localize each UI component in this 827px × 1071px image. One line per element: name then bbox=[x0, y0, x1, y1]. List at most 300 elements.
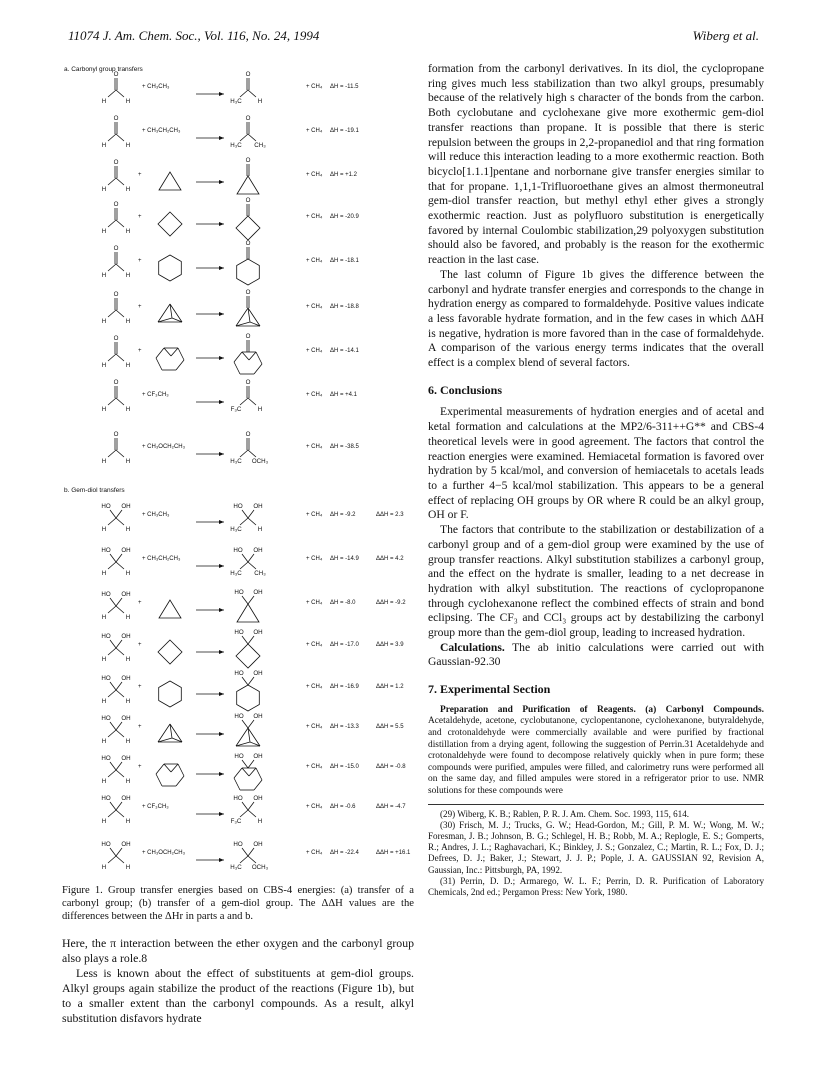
reactant-label: + bbox=[138, 642, 142, 648]
running-header-authors: Wiberg et al. bbox=[692, 28, 759, 43]
bond-line bbox=[116, 810, 124, 817]
arrow-head bbox=[219, 452, 224, 456]
arrow-head bbox=[219, 692, 224, 696]
substituent-label: CH₃ bbox=[254, 142, 266, 149]
arrow-head bbox=[219, 400, 224, 404]
bond-line bbox=[242, 554, 248, 562]
methane-product-label: + CH₄ bbox=[306, 764, 323, 770]
delta-delta-h-value: ΔΔH = 4.2 bbox=[376, 556, 404, 562]
cyclopropane-ring bbox=[159, 172, 181, 190]
delta-h-value: ΔH = -38.5 bbox=[330, 444, 359, 450]
arrow-head bbox=[219, 180, 224, 184]
bond-line bbox=[116, 90, 124, 97]
bond-line bbox=[108, 310, 116, 317]
norbornane-bridge bbox=[171, 348, 178, 356]
methane-product-label: + CH₄ bbox=[306, 804, 323, 810]
oxygen-label: O bbox=[113, 115, 119, 122]
bond-line bbox=[110, 598, 116, 606]
norbornane-bridge bbox=[164, 764, 171, 772]
hydroxyl-label: HO bbox=[234, 670, 244, 677]
hydroxyl-label: HO bbox=[101, 755, 111, 762]
bond-line bbox=[248, 848, 254, 856]
paragraph: formation from the carbonyl derivatives. In its diol, the cyclopropane ring gives much less stabilization than two alkyl groups, presumably because of the relatively high s character of the bonds from the carbon. Both cyclobutane and cyclohexane give more exothermic gem-diol transfer reactions than propane. It is possible that there is steric repulsion between the groups in 2,2-propanediol and that ring formation will reduce this interaction leading to a more exothermic reaction. Both bicyclo[1.1.1]pentane and norbornane give transfer energies similar to that for propane. 1,1,1-Trifluoroethane gives an almost thermoneutral gem-diol transfer reaction, but methyl ethyl ether gives a strongly exothermic reaction. Just as polyfluoro substitution is energetically favored by internal Coulombic stabilization,29 polyoxygen substitution should also be favored, and probably is the reason for the exothermic reaction in the last case. bbox=[428, 62, 764, 267]
bond-line bbox=[116, 690, 124, 697]
norbornane-bond bbox=[254, 364, 262, 374]
norbornane-bond bbox=[234, 778, 240, 790]
cyclohexane-ring bbox=[159, 255, 182, 281]
reactant-label: + bbox=[138, 724, 142, 730]
paragraph-text: The ab initio calculations were carried out with Gaussian-92.30 bbox=[428, 640, 764, 669]
reference: (30) Frisch, M. J.; Trucks, G. W.; Head-Gordon, M.; Gill, P. M. W.; Wong, M. W.; Foresman, J. B.; Johnson, B. G.; Schlegel, H. B.; Robb, M. A.; Replogle, E. S.; Gomperts, R.; Andres, J. L.; Raghavachari, K.; Binkley, J. S.; Gonzalez, C.; Martin, R. L.; Fox, D. J.; Defrees, D. J.; Baker, J.; Stewart, J. J. P.; Pople, J. A. GAUSSIAN 92, Revision A, Gaussian, Inc.: Pittsburgh, PA, 1992. bbox=[428, 819, 764, 875]
methane-product-label: + CH₄ bbox=[306, 172, 323, 178]
substituent-label: H bbox=[101, 406, 107, 413]
paragraph: Here, the π interaction between the ether oxygen and the carbonyl group also plays a role.8 bbox=[62, 936, 414, 965]
bond-line bbox=[116, 134, 124, 141]
experimental-text bbox=[428, 705, 764, 798]
bond-line bbox=[116, 648, 124, 655]
paragraph: The factors that contribute to the stabilization or destabilization of a carbonyl group and of a gem-diol group were examined by the use of group transfer reactions. Alkyl substitution stabilizes a carbonyl group, and the effect on the hydrate is smaller, leading to a net decrease in hydration with alkyl substitution. The reactions of cyclopropanone through cyclohexanone reflect the combined effects of strain and bond eclipsing. The CF₃ and CCl₃ groups act by destabilizing the carbonyl group more than the gem-diol group, leading to increased hydration. bbox=[428, 523, 764, 640]
hydroxyl-label: OH bbox=[121, 841, 131, 848]
substituent-label: H bbox=[125, 526, 131, 533]
bond-line bbox=[108, 690, 116, 697]
cyclopropane-ring bbox=[237, 176, 259, 194]
substituent-label: H bbox=[101, 458, 107, 465]
cyclobutane-ring bbox=[158, 640, 182, 664]
cyclobutane-ring bbox=[236, 216, 260, 240]
substituent-label: H bbox=[125, 318, 131, 325]
reference: (29) Wiberg, K. B.; Rablen, P. R. J. Am. Chem. Soc. 1993, 115, 614. bbox=[440, 808, 690, 819]
oxygen-label: O bbox=[245, 431, 251, 438]
cyclopropane-ring bbox=[237, 604, 259, 622]
delta-h-value: ΔH = -20.9 bbox=[330, 214, 359, 220]
hydroxyl-label: OH bbox=[121, 547, 131, 554]
bond-line bbox=[108, 518, 116, 525]
bond-line bbox=[116, 220, 124, 227]
norbornane-bond bbox=[256, 768, 262, 780]
hydroxyl-label: HO bbox=[101, 675, 111, 682]
bond-line bbox=[110, 510, 116, 518]
delta-h-value: ΔH = -17.0 bbox=[330, 642, 359, 648]
delta-delta-h-value: ΔΔH = -4.7 bbox=[376, 804, 406, 810]
norbornane-bond bbox=[156, 764, 164, 774]
paragraph: Less is known about the effect of substituents at gem-diol groups. Alkyl groups again stabilize the product of the reactions (Figure 1b), but to a smaller extent than the carbonyl compounds. As a result, alkyl substitution disfavors hydrate bbox=[62, 966, 414, 1025]
substituent-label: H bbox=[125, 614, 131, 621]
norbornane-bond bbox=[176, 360, 184, 370]
hydroxyl-label: OH bbox=[253, 503, 263, 510]
cyclohexane-ring bbox=[237, 685, 260, 711]
bond-line bbox=[116, 398, 124, 405]
bond-line bbox=[116, 722, 122, 730]
oxygen-label: O bbox=[113, 431, 119, 438]
delta-h-value: ΔH = -22.4 bbox=[330, 850, 359, 856]
reactant-label: + CH₃CH₂CH₃ bbox=[142, 556, 181, 562]
hydroxyl-label: HO bbox=[101, 715, 111, 722]
bond-line bbox=[108, 606, 116, 613]
delta-h-value: ΔH = -18.8 bbox=[330, 304, 359, 310]
oxygen-label: O bbox=[245, 289, 251, 296]
substituent-label: H₃C bbox=[230, 98, 242, 105]
bond-line bbox=[248, 510, 254, 518]
section-heading-experimental: 7. Experimental Section bbox=[428, 682, 551, 697]
cyclohexane-ring bbox=[159, 681, 182, 707]
reactant-label: + bbox=[138, 684, 142, 690]
substituent-label: CH₃ bbox=[254, 570, 266, 577]
bond-line bbox=[110, 802, 116, 810]
bond-line bbox=[248, 856, 256, 863]
bond-line bbox=[242, 510, 248, 518]
substituent-label: H bbox=[125, 272, 131, 279]
cyclobutane-ring bbox=[158, 212, 182, 236]
reactant-label: + bbox=[138, 304, 142, 310]
section-heading-conclusions: 6. Conclusions bbox=[428, 382, 503, 397]
hydroxyl-label: HO bbox=[233, 503, 243, 510]
reaction-scheme-drawing bbox=[64, 62, 414, 884]
arrow-head bbox=[219, 312, 224, 316]
arrow-head bbox=[219, 92, 224, 96]
substituent-label: H bbox=[101, 656, 107, 663]
reactant-label: + bbox=[138, 348, 142, 354]
substituent-label: H bbox=[101, 864, 107, 871]
delta-h-value: ΔH = -11.5 bbox=[330, 84, 359, 90]
hydroxyl-label: HO bbox=[234, 589, 244, 596]
methane-product-label: + CH₄ bbox=[306, 128, 323, 134]
bond-line bbox=[108, 810, 116, 817]
substituent-label: H bbox=[101, 228, 107, 235]
norbornane-bond bbox=[234, 352, 242, 362]
bond-line bbox=[110, 848, 116, 856]
cyclopropane-ring bbox=[159, 600, 181, 618]
arrow-head bbox=[219, 136, 224, 140]
delta-h-value: ΔH = +1.2 bbox=[330, 172, 358, 178]
delta-delta-h-value: ΔΔH = 5.5 bbox=[376, 724, 404, 730]
bond-line bbox=[240, 450, 248, 457]
arrow-head bbox=[219, 812, 224, 816]
footnote-references bbox=[428, 804, 764, 899]
bond-line bbox=[108, 770, 116, 777]
hydroxyl-label: HO bbox=[234, 629, 244, 636]
oxygen-label: O bbox=[245, 115, 251, 122]
substituent-label: H bbox=[125, 186, 131, 193]
reactant-label: + bbox=[138, 172, 142, 178]
bond-line bbox=[116, 510, 122, 518]
substituent-label: F₃C bbox=[230, 406, 242, 413]
bond-line bbox=[116, 450, 124, 457]
norbornane-bond bbox=[156, 358, 162, 370]
bond-line bbox=[110, 722, 116, 730]
bond-line bbox=[108, 90, 116, 97]
substituent-label: H bbox=[101, 318, 107, 325]
bond-line bbox=[108, 178, 116, 185]
methane-product-label: + CH₄ bbox=[306, 258, 323, 264]
bond-line bbox=[116, 762, 122, 770]
bond-line bbox=[116, 178, 124, 185]
norbornane-bridge bbox=[242, 352, 249, 360]
substituent-label: H bbox=[257, 406, 263, 413]
substituent-label: H bbox=[101, 614, 107, 621]
hydroxyl-label: HO bbox=[101, 547, 111, 554]
oxygen-label: O bbox=[113, 159, 119, 166]
delta-delta-h-value: ΔΔH = 3.9 bbox=[376, 642, 404, 648]
delta-delta-h-value: ΔΔH = -0.8 bbox=[376, 764, 406, 770]
delta-h-value: ΔH = -15.0 bbox=[330, 764, 359, 770]
substituent-label: H bbox=[101, 272, 107, 279]
bond-line bbox=[240, 856, 248, 863]
norbornane-bridge bbox=[171, 764, 178, 772]
bond-line bbox=[242, 636, 248, 644]
substituent-label: H bbox=[125, 228, 131, 235]
paragraph: The last column of Figure 1b gives the difference between the carbonyl and hydrate transfer energies and corresponds to the change in hydration energy as compared to formaldehyde. Positive values indicate a less favorable hydrate formation, and in the few cases in which ΔΔH is negative, hydration is more favored than in the case of formaldehyde. A comparison of the various energy terms indicates that the overall effect is a complex blend of several factors. bbox=[428, 267, 764, 370]
hydroxyl-label: HO bbox=[101, 841, 111, 848]
substituent-label: H bbox=[125, 362, 131, 369]
run-in-heading: Calculations. bbox=[440, 640, 505, 654]
substituent-label: H bbox=[101, 570, 107, 577]
substituent-label: H bbox=[125, 656, 131, 663]
bond-line bbox=[116, 606, 124, 613]
delta-h-value: ΔH = -9.2 bbox=[330, 512, 356, 518]
oxygen-label: O bbox=[245, 240, 251, 247]
bond-line bbox=[108, 730, 116, 737]
hydroxyl-label: HO bbox=[101, 633, 111, 640]
substituent-label: F₃C bbox=[230, 818, 242, 825]
substituent-label: H bbox=[101, 818, 107, 825]
substituent-label: H bbox=[101, 186, 107, 193]
hydroxyl-label: HO bbox=[234, 713, 244, 720]
reactant-label: + CH₃OCH₂CH₃ bbox=[142, 444, 186, 450]
norbornane-bond bbox=[178, 348, 184, 360]
figure-section-b-title: b. Gem-diol transfers bbox=[64, 487, 125, 494]
bond-line bbox=[108, 450, 116, 457]
substituent-label: H₃C bbox=[230, 458, 242, 465]
hydroxyl-label: OH bbox=[121, 503, 131, 510]
substituent-label: H bbox=[125, 818, 131, 825]
delta-h-value: ΔH = -19.1 bbox=[330, 128, 359, 134]
norbornane-bridge bbox=[242, 768, 249, 776]
substituent-label: H₃C bbox=[230, 142, 242, 149]
figure-caption: Figure 1. Group transfer energies based on CBS-4 energies: (a) transfer of a carbonyl group; (b) transfer of a gem-diol group. The ΔΔH values are the differences between the ΔHr in parts a and b. bbox=[62, 885, 414, 922]
methane-product-label: + CH₄ bbox=[306, 444, 323, 450]
methane-product-label: + CH₄ bbox=[306, 84, 323, 90]
delta-delta-h-value: ΔΔH = -9.2 bbox=[376, 600, 406, 606]
delta-h-value: ΔH = -14.1 bbox=[330, 348, 359, 354]
paragraph-text: Acetaldehyde, acetone, cyclobutanone, cyclopentanone, cyclohexanone, butyraldehyde, and crotonaldehyde were commercially available and were purified by fractional distillation from a drying agent, following the suggestion of Perrin.31 Acetaldehyde and crotonaldehyde were found to decompose relatively quickly when in pure form; these compounds were purified, ampules were filled, and calorimetry runs were performed all on the same day, and filled ampules were stored in a refrigerator prior to use. NMR solutions for these compounds were bbox=[428, 716, 764, 796]
arrow-head bbox=[219, 608, 224, 612]
oxygen-label: O bbox=[113, 335, 119, 342]
bond-line bbox=[242, 677, 248, 685]
methane-product-label: + CH₄ bbox=[306, 556, 323, 562]
bond-line bbox=[240, 562, 248, 569]
bond-line bbox=[116, 310, 124, 317]
methane-product-label: + CH₄ bbox=[306, 392, 323, 398]
bond-line bbox=[242, 848, 248, 856]
reactant-label: + CH₃CH₃ bbox=[142, 512, 170, 518]
bond-line bbox=[116, 848, 122, 856]
run-in-heading: Preparation and Purification of Reagents. (a) Carbonyl Compounds. bbox=[440, 704, 764, 715]
reference: (31) Perrin, D. D.; Armarego, W. L. F.; Perrin, D. R. Purification of Laboratory Chemicals, 2nd ed.; Pergamon Press: New York, 1980. bbox=[428, 875, 764, 897]
substituent-label: H bbox=[101, 738, 107, 745]
hydroxyl-label: OH bbox=[253, 589, 263, 596]
running-header-citation: 11074 J. Am. Chem. Soc., Vol. 116, No. 24, 1994 bbox=[68, 28, 320, 43]
substituent-label: H bbox=[257, 98, 263, 105]
hydroxyl-label: HO bbox=[233, 795, 243, 802]
hydroxyl-label: OH bbox=[253, 670, 263, 677]
substituent-label: H bbox=[125, 142, 131, 149]
bond-line bbox=[248, 677, 254, 685]
oxygen-label: O bbox=[245, 379, 251, 386]
arrow-head bbox=[219, 564, 224, 568]
bond-line bbox=[116, 682, 122, 690]
paragraph bbox=[428, 705, 764, 798]
hydroxyl-label: HO bbox=[101, 503, 111, 510]
bond-line bbox=[240, 90, 248, 97]
methane-product-label: + CH₄ bbox=[306, 214, 323, 220]
norbornane-bond bbox=[156, 348, 164, 358]
norbornane-bond bbox=[178, 764, 184, 776]
bond-line bbox=[242, 596, 248, 604]
bond-line bbox=[108, 562, 116, 569]
bond-line bbox=[116, 562, 124, 569]
reactant-label: + CF₃CH₃ bbox=[142, 804, 169, 810]
methane-product-label: + CH₄ bbox=[306, 684, 323, 690]
substituent-label: H bbox=[101, 526, 107, 533]
hydroxyl-label: OH bbox=[121, 755, 131, 762]
bond-line bbox=[110, 640, 116, 648]
delta-h-value: ΔH = -16.9 bbox=[330, 684, 359, 690]
oxygen-label: O bbox=[245, 71, 251, 78]
bond-line bbox=[242, 802, 248, 810]
bond-line bbox=[248, 802, 254, 810]
oxygen-label: O bbox=[113, 291, 119, 298]
substituent-label: H₃C bbox=[230, 526, 242, 533]
bond-line bbox=[248, 518, 256, 525]
bond-line bbox=[108, 648, 116, 655]
delta-delta-h-value: ΔΔH = +16.1 bbox=[376, 850, 411, 856]
reactant-label: + CH₃OCH₂CH₃ bbox=[142, 850, 186, 856]
bond-line bbox=[108, 398, 116, 405]
hydroxyl-label: HO bbox=[234, 753, 244, 760]
bond-line bbox=[108, 264, 116, 271]
reactant-label: + CF₃CH₃ bbox=[142, 392, 169, 398]
delta-delta-h-value: ΔΔH = 1.2 bbox=[376, 684, 404, 690]
substituent-label: H₃C bbox=[230, 864, 242, 871]
bond-line bbox=[248, 636, 254, 644]
substituent-label: H bbox=[101, 98, 107, 105]
methane-product-label: + CH₄ bbox=[306, 600, 323, 606]
methane-product-label: + CH₄ bbox=[306, 512, 323, 518]
oxygen-label: O bbox=[245, 197, 251, 204]
bond-line bbox=[108, 856, 116, 863]
bond-line bbox=[248, 134, 256, 141]
bond-line bbox=[248, 720, 254, 728]
bond-line bbox=[110, 554, 116, 562]
methane-product-label: + CH₄ bbox=[306, 304, 323, 310]
substituent-label: H bbox=[101, 698, 107, 705]
bond-line bbox=[108, 134, 116, 141]
norbornane-bond bbox=[234, 362, 240, 374]
reactant-label: + CH₃CH₂CH₃ bbox=[142, 128, 181, 134]
norbornane-bond bbox=[256, 352, 262, 364]
substituent-label: H₃C bbox=[230, 570, 242, 577]
bond-line bbox=[116, 856, 124, 863]
substituent-label: H bbox=[257, 526, 263, 533]
bond-line bbox=[110, 762, 116, 770]
hydroxyl-label: OH bbox=[121, 675, 131, 682]
methane-product-label: + CH₄ bbox=[306, 642, 323, 648]
hydroxyl-label: OH bbox=[253, 841, 263, 848]
delta-h-value: ΔH = -13.3 bbox=[330, 724, 359, 730]
substituent-label: H bbox=[125, 98, 131, 105]
bond-line bbox=[108, 220, 116, 227]
cyclobutane-ring bbox=[236, 644, 260, 668]
delta-h-value: ΔH = -8.0 bbox=[330, 600, 356, 606]
bond-line bbox=[116, 518, 124, 525]
substituent-label: H bbox=[101, 362, 107, 369]
substituent-label: OCH₃ bbox=[251, 458, 269, 465]
hydroxyl-label: OH bbox=[253, 753, 263, 760]
bond-line bbox=[248, 760, 254, 768]
bond-line bbox=[248, 596, 254, 604]
bond-line bbox=[248, 562, 256, 569]
delta-h-value: ΔH = -18.1 bbox=[330, 258, 359, 264]
bond-line bbox=[248, 398, 256, 405]
substituent-label: H bbox=[101, 142, 107, 149]
norbornane-bond bbox=[234, 768, 242, 778]
cyclohexane-ring bbox=[237, 259, 260, 285]
norbornane-bond bbox=[156, 774, 162, 786]
norbornane-bond bbox=[176, 776, 184, 786]
oxygen-label: O bbox=[113, 201, 119, 208]
methane-product-label: + CH₄ bbox=[306, 724, 323, 730]
substituent-label: H bbox=[125, 864, 131, 871]
hydroxyl-label: HO bbox=[233, 547, 243, 554]
bond-line bbox=[116, 354, 124, 361]
bond-line bbox=[116, 802, 122, 810]
substituent-label: H bbox=[257, 818, 263, 825]
arrow-head bbox=[219, 356, 224, 360]
bond-line bbox=[242, 760, 248, 768]
oxygen-label: O bbox=[245, 333, 251, 340]
figure-section-a-title: a. Carbonyl group transfers bbox=[64, 66, 143, 73]
bond-line bbox=[248, 90, 256, 97]
hydroxyl-label: HO bbox=[101, 795, 111, 802]
substituent-label: H bbox=[125, 738, 131, 745]
substituent-label: H bbox=[125, 458, 131, 465]
substituent-label: H bbox=[125, 406, 131, 413]
methane-product-label: + CH₄ bbox=[306, 348, 323, 354]
oxygen-label: O bbox=[113, 379, 119, 386]
paragraph bbox=[428, 641, 764, 670]
bond-line bbox=[116, 730, 124, 737]
substituent-label: OCH₃ bbox=[251, 864, 269, 871]
delta-h-value: ΔH = -0.6 bbox=[330, 804, 356, 810]
substituent-label: H bbox=[125, 698, 131, 705]
left-column-text bbox=[62, 936, 414, 1026]
arrow-head bbox=[219, 732, 224, 736]
norbornane-bond bbox=[254, 780, 262, 790]
bond-line bbox=[248, 810, 256, 817]
bond-line bbox=[240, 398, 248, 405]
hydroxyl-label: OH bbox=[121, 795, 131, 802]
bond-line bbox=[242, 720, 248, 728]
right-column-text bbox=[428, 62, 764, 898]
norbornane-bridge bbox=[249, 768, 256, 776]
reactant-label: + bbox=[138, 764, 142, 770]
reactant-label: + bbox=[138, 214, 142, 220]
hydroxyl-label: OH bbox=[253, 629, 263, 636]
bond-line bbox=[116, 770, 124, 777]
hydroxyl-label: OH bbox=[253, 795, 263, 802]
methane-product-label: + CH₄ bbox=[306, 850, 323, 856]
arrow-head bbox=[219, 858, 224, 862]
